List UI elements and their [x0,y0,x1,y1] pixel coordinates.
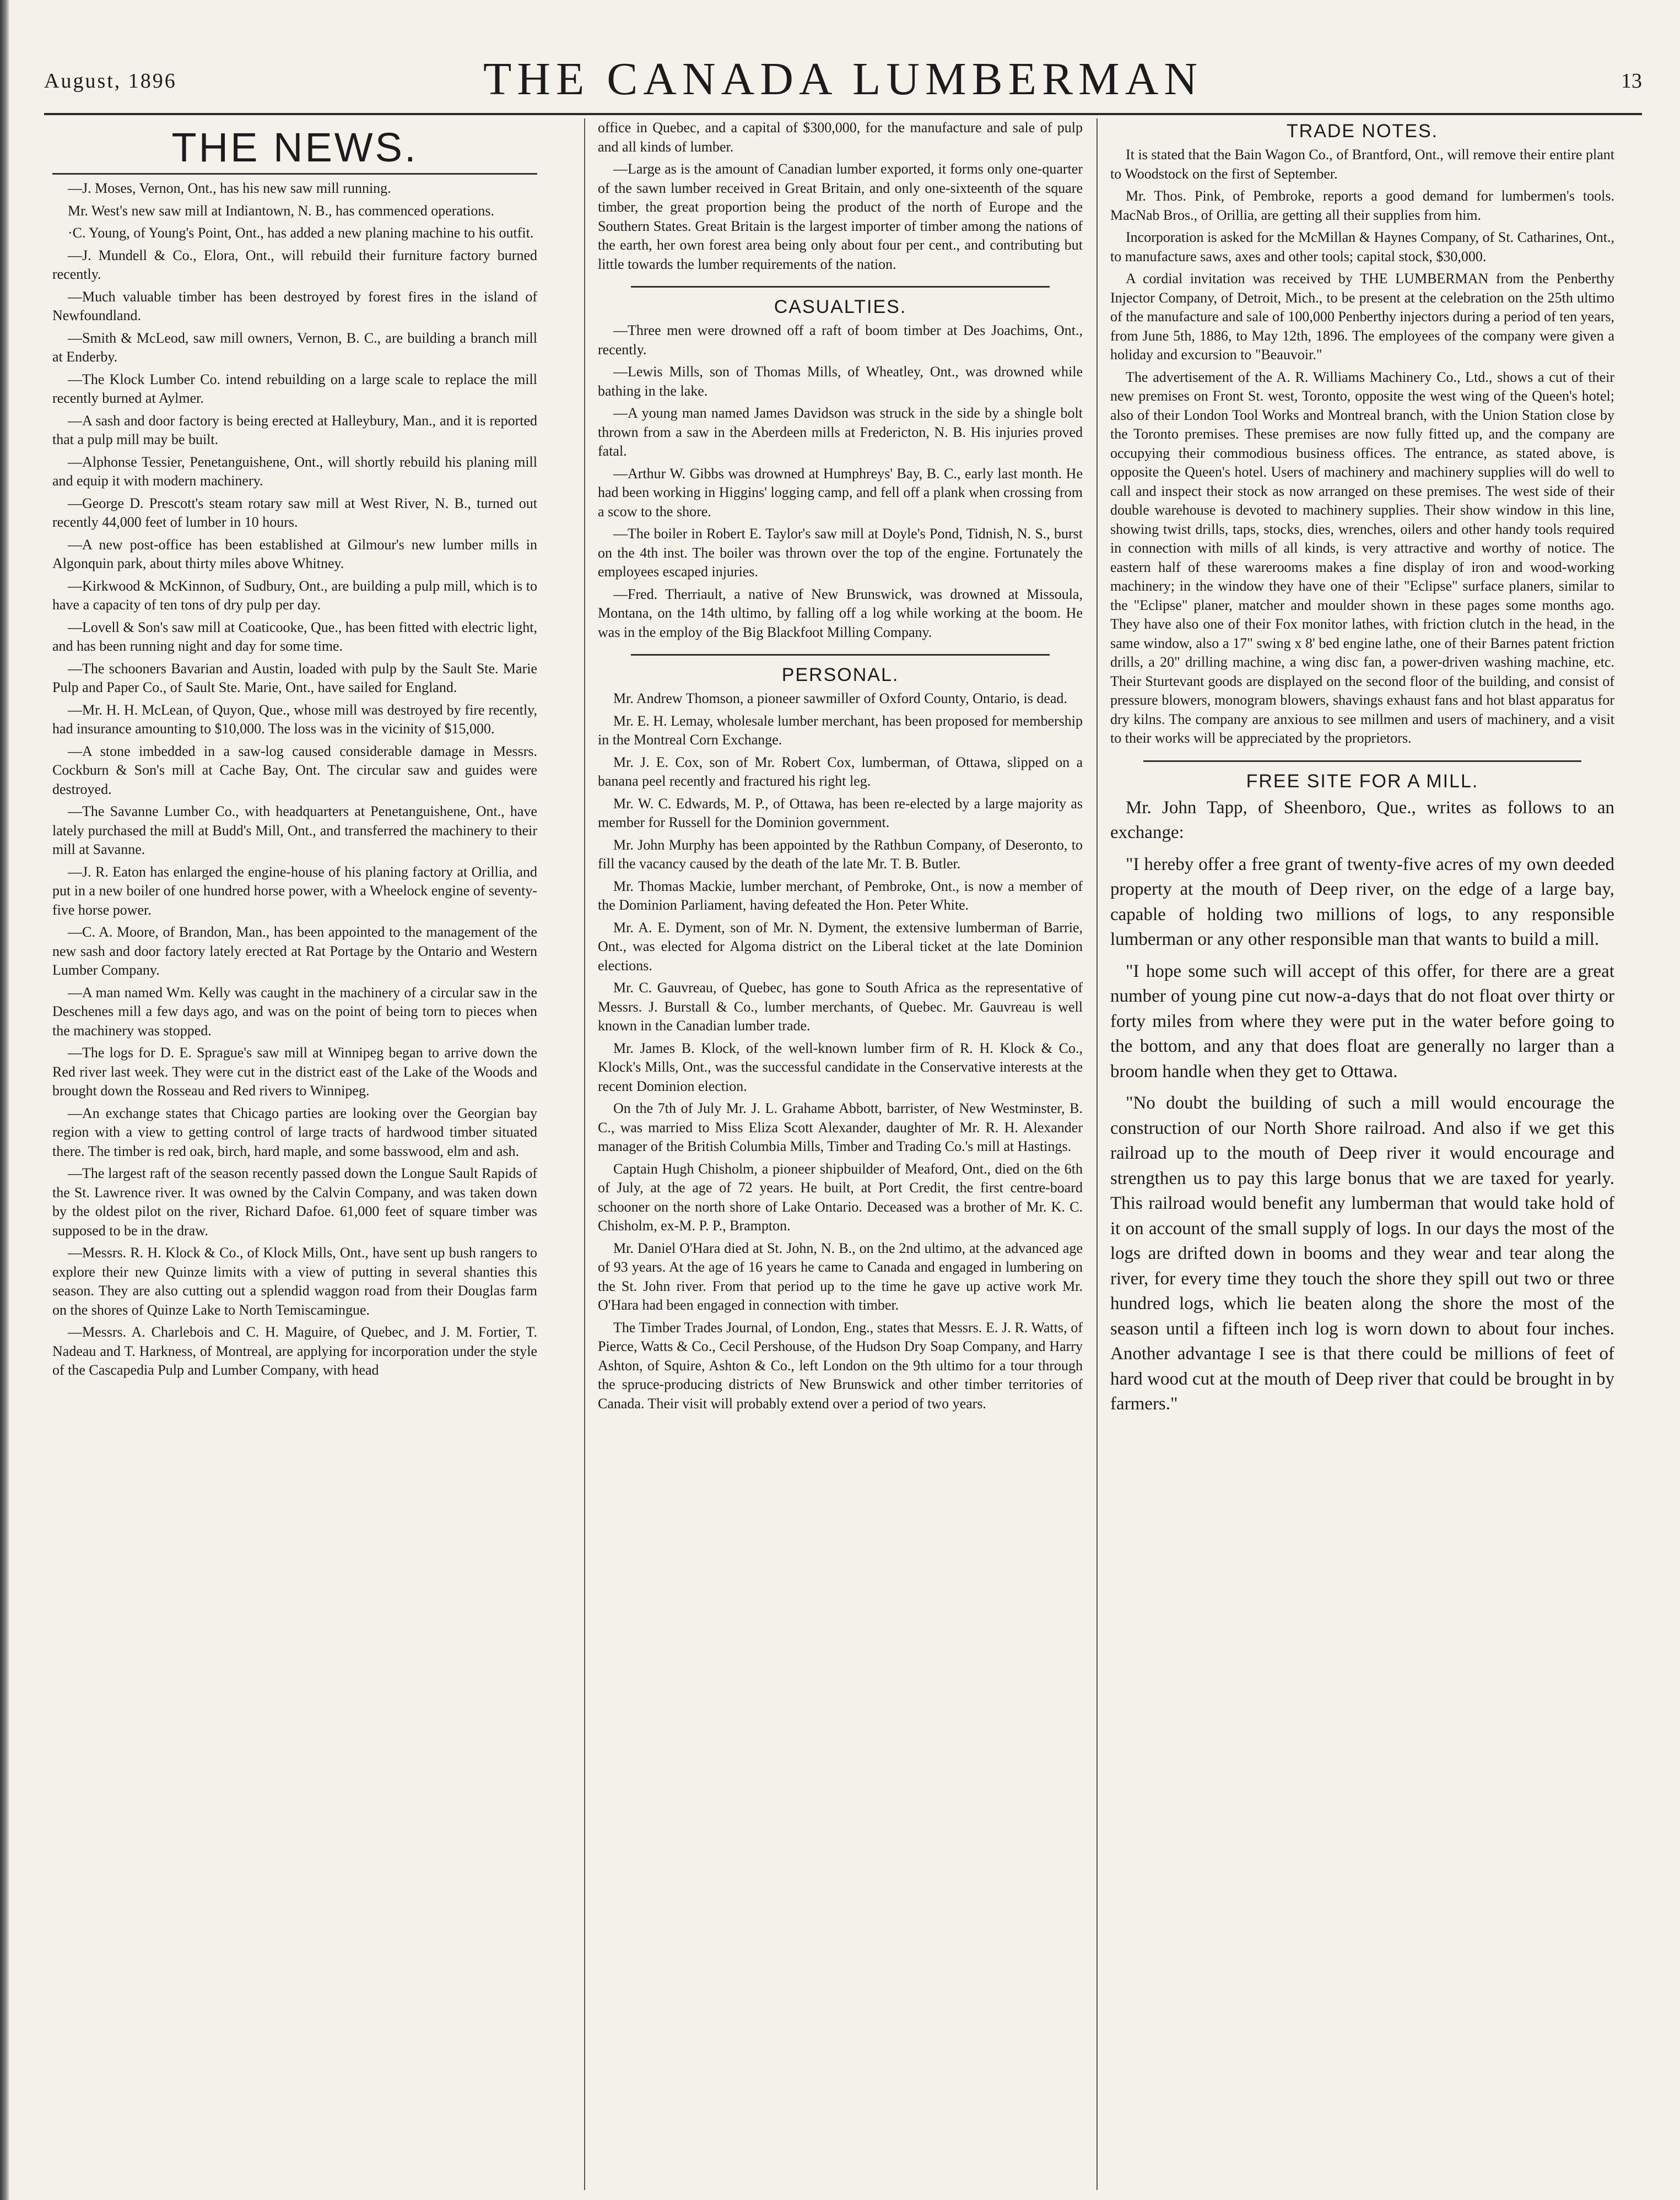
news-item: —An exchange states that Chicago parties are looking over the Georgian bay region with a view to getting control of large tracts of hardwood timber situated there. The timber is red oak, birch, hard maple, and some basswood, elm and ash. [52,1105,537,1159]
news-item: —J. Mundell & Co., Elora, Ont., will rebuild their furniture factory burned recently. [52,247,537,282]
news-item: —The Savanne Lumber Co., with headquarters at Penetanguishene, Ont., have lately purchased the mill at Budd's Mill, Ont., and transferred the machinery to their mill at Savanne. [52,803,537,857]
news-item: —A stone imbedded in a saw-log caused considerable damage in Messrs. Cockburn & Son's mill at Cache Bay, Ont. The circular saw and guides were destroyed. [52,743,537,797]
section-heading-casualties: CASUALTIES. [774,296,907,317]
news-item: —C. A. Moore, of Brandon, Man., has been appointed to the management of the new sash and door factory lately erected at Rat Portage by the Ontario and Western Lumber Company. [52,924,537,978]
free-site-paragraph: Mr. John Tapp, of Sheenboro, Que., writes as follows to an exchange: [1110,797,1614,842]
free-site-paragraph: "I hope some such will accept of this offer, for there are a great number of young pine cut now-a-days that do not float over thirty or forty miles from where they were put in the water before going to the bottom, and any that does float are generally no larger than a broom handle when they get to Ottawa. [1110,961,1614,1082]
news-item: —Mr. H. H. McLean, of Quyon, Que., whose mill was destroyed by fire recently, had insurance amounting to $10,000. The loss was in the vicinity of $15,000. [52,701,537,737]
casualty-item: —Lewis Mills, son of Thomas Mills, of Wheatley, Ont., was drowned while bathing in the lake. [598,364,1083,399]
news-item: —The schooners Bavarian and Austin, loaded with pulp by the Sault Ste. Marie Pulp and Paper Co., of Sault Ste. Marie, Ont., have sailed for England. [52,660,537,695]
column-middle [598,118,1083,1417]
news-item: —George D. Prescott's steam rotary saw mill at West River, N. B., turned out recently 44,000 feet of lumber in 10 hours. [52,495,537,530]
news-item: —A new post-office has been established at Gilmour's new lumber mills in Algonquin park, about thirty miles above Whitney. [52,536,537,571]
personal-item: Mr. Andrew Thomson, a pioneer sawmiller of Oxford County, Ontario, is dead. [613,690,1067,706]
news-item: —J. Moses, Vernon, Ont., has his new saw mill running. [68,180,391,196]
personal-item: Mr. J. E. Cox, son of Mr. Robert Cox, lumberman, of Ottawa, slipped on a banana peel recently and fractured his right leg. [598,754,1083,789]
personal-item: Mr. C. Gauvreau, of Quebec, has gone to South Africa as the representative of Messrs. J. Burstall & Co., lumber merchants, of Quebec. Mr. Gauvreau is well known in the Canadian lumber trade. [598,980,1083,1034]
news-item: Mr. West's new saw mill at Indiantown, N. B., has commenced operations. [68,202,495,219]
section-heading-personal: PERSONAL. [781,664,899,685]
news-item: —J. R. Eaton has enlarged the engine-house of his planing factory at Orillia, and put in a new boiler of one hundred horse power, with a Wheelock engine of seventy-five horse power. [52,863,537,918]
news-item: —The logs for D. E. Sprague's saw mill at Winnipeg began to arrive down the Red river last week. They were cut in the district east of the Lake of the Woods and brought down the Rosseau and Red rivers to Winnipeg. [52,1045,537,1099]
column-news [52,118,537,1383]
masthead-rule [44,113,1642,115]
section-rule [1143,760,1581,762]
free-site-article [1110,796,1614,1417]
masthead [44,52,1642,118]
section-heading-trade-notes: TRADE NOTES. [1286,121,1439,142]
news-item: —Smith & McLeod, saw mill owners, Vernon, B. C., are building a branch mill at Enderby. [52,329,537,365]
binding-edge [0,0,10,2200]
news-item: ·C. Young, of Young's Point, Ont., has added a new planing machine to his outfit. [68,225,534,241]
publication-title: THE CANADA LUMBERMAN [483,53,1203,105]
trade-note-item: The advertisement of the A. R. Williams Machinery Co., Ltd., shows a cut of their new premises on Front St. west, Toronto, opposite the west wing of the Queen's hotel; also of their London Tool Works and Montreal branch, with the Union Station close by the Toronto premises. These premises are now fully fitted up, and the company are occupying their commodious business offices. The entrance, as stated above, is opposite the Queen's hotel. Users of machinery and machinery supplies will do well to call and inspect their stock as now arranged on these premises. The west side of their double warehouse is devoted to machinery supplies. Their show window in this line, showing twist drills, taps, stocks, dies, wrenches, oilers and other handy tools required in connection with mills of all kinds, is very attractive and worthy of notice. The eastern half of these warerooms makes a fine display of iron and wood-working machinery; in the window they have one of their "Eclipse" surface planers, similar to the "Eclipse" planer, matcher and moulder shown in these pages some months ago. They have also one of their Fox monitor lathes, with friction clutch in the head, in the same window, also a 17" swing x 8' bed engine lathe, one of their Barnes patent friction drills, a 20" drilling machine, a wing disc fan, a power-driven washing machine, etc. Their Sturtevant goods are displayed on the second floor of the building, and consist of pressure blowers, monogram blowers, shavings exhaust fans and hot blast apparatus for dry kilns. The company are anxious to see millmen and users of machinery, and a visit to their works will be appreciated by the proprietors. [1110,369,1614,746]
news-item: —Alphonse Tessier, Penetanguishene, Ont., will shortly rebuild his planing mill and equip it with modern machinery. [52,453,537,489]
news-item: —A sash and door factory is being erected at Halleybury, Man., and it is reported that a pulp mill may be built. [52,412,537,447]
casualty-item: —A young man named James Davidson was struck in the side by a shingle bolt thrown from a saw in the Aberdeen mills at Fredericton, N. B. His injuries proved fatal. [598,405,1083,459]
section-heading-free-site: FREE SITE FOR A MILL. [1246,770,1479,792]
personal-item: Mr. James B. Klock, of the well-known lumber firm of R. H. Klock & Co., Klock's Mills, Ont., was the successful candidate in the Conservative interests at the recent Dominion election. [598,1040,1083,1094]
trade-note-item: Mr. Thos. Pink, of Pembroke, reports a good demand for lumbermen's tools. MacNab Bros., of Orillia, are getting all their supplies from him. [1110,188,1614,223]
news-item: —Much valuable timber has been destroyed by forest fires in the island of Newfoundland. [52,288,537,323]
news-items [52,179,537,1380]
free-site-paragraph: "No doubt the building of such a mill would encourage the construction of our North Shore railroad. And also if we get this railroad up to the mouth of Deep river it would encourage and strengthen us to pay this large bonus that we are taxed for yearly. This railroad would benefit any lumberman that would take hold of it on account of the small supply of logs. In our days the most of the logs are drifted down in booms and they wear and tear along the river, for every time they touch the shore they spill out two or three hundred logs, which lie beaten along the shore the most of the season until a fifteen inch log is worn down to about four inches. Another advantage I see is that there could be millions of feet of hard wood cut at the mouth of Deep river that could be brought in by farmers." [1110,1093,1614,1414]
casualty-item: —The boiler in Robert E. Taylor's saw mill at Doyle's Pond, Tidnish, N. S., burst on the 4th inst. The boiler was thrown over the top of the engine. Fortunately the employees escaped injuries. [598,526,1083,580]
personal-item: Mr. A. E. Dyment, son of Mr. N. Dyment, the extensive lumberman of Barrie, Ont., was elected for Algoma district on the Liberal ticket at the late Dominion elections. [598,919,1083,974]
news-item: —Messrs. R. H. Klock & Co., of Klock Mills, Ont., have sent up bush rangers to explore their new Quinze limits with a view of putting in several shanties this season. They are also cutting out a splendid waggon road from their Douglas farm on the shores of Quinze Lake to North Temiscamingue. [52,1245,537,1318]
column-right [1110,118,1614,1424]
casualty-item: —Arthur W. Gibbs was drowned at Humphreys' Bay, B. C., early last month. He had been working in Higgins' logging camp, and fell off a plank when crossing from a scow to the shore. [598,465,1083,520]
personal-item: Mr. E. H. Lemay, wholesale lumber merchant, has been proposed for membership in the Montreal Corn Exchange. [598,712,1083,748]
personal-item: Mr. W. C. Edwards, M. P., of Ottawa, has been re-elected by a large majority as member for Russell for the Dominion government. [598,795,1083,830]
issue-date: August, 1896 [44,69,177,93]
personal-item: Mr. Thomas Mackie, lumber merchant, of Pembroke, Ont., is now a member of the Dominion Parliament, having defeated the Hon. Peter White. [598,878,1083,913]
section-rule [631,286,1050,288]
news-item: —Large as is the amount of Canadian lumber exported, it forms only one-quarter of the sawn lumber received in Great Britain, and only one-sixteenth of the square timber, the great proportion being the product of the north of Europe and the Southern States. Great Britain is the largest importer of timber among the nations of the earth, her own forest area being only about four per cent., and contributing but little towards the lumber requirements of the nation. [598,161,1083,272]
trade-note-item: It is stated that the Bain Wagon Co., of Brantford, Ont., will remove their entire plant to Woodstock on the first of September. [1110,147,1614,182]
personal-item: Mr. John Murphy has been appointed by the Rathbun Company, of Deseronto, to fill the vacancy caused by the death of the late Mr. T. B. Butler. [598,836,1083,872]
news-item: —A man named Wm. Kelly was caught in the machinery of a circular saw in the Deschenes mill a few days ago, and was on the point of being torn to pieces when the machinery was stopped. [52,984,537,1039]
casualty-item: —Fred. Therriault, a native of New Brunswick, was drowned at Missoula, Montana, on the 14th ultimo, by falling off a log while working at the boom. He was in the employ of the Big Blackfoot Milling Company. [598,586,1083,640]
free-site-paragraph: "I hereby offer a free grant of twenty-five acres of my own deeded property at the mouth of Deep river, on the edge of a large bay, capable of holding two millions of logs, to any responsible lumberman or any other responsible man that wants to build a mill. [1110,854,1614,949]
column-divider [584,118,585,2190]
personal-item: Mr. Daniel O'Hara died at St. John, N. B., on the 2nd ultimo, at the advanced age of 93 years. At the age of 16 years he came to Canada and engaged in lumbering on the St. John river. From that period up to the time he gave up active work Mr. O'Hara had been engaged in connection with timber. [598,1240,1083,1313]
news-item: —The Klock Lumber Co. intend rebuilding on a large scale to replace the mill recently burned at Aylmer. [52,371,537,406]
section-rule [631,654,1050,656]
section-heading-news: THE NEWS. [52,124,537,175]
trade-note-item: Incorporation is asked for the McMillan & Haynes Company, of St. Catharines, Ont., to manufacture saws, axes and other tools; capital stock, $30,000. [1110,229,1614,264]
personal-item: Captain Hugh Chisholm, a pioneer shipbuilder of Meaford, Ont., died on the 6th of July, at the age of 72 years. He built, at Port Credit, the first centre-board schooner on the north shore of Lake Ontario. Deceased was a brother of Mr. K. C. Chisholm, ex-M. P. P., Brampton. [598,1160,1083,1234]
trade-note-item: A cordial invitation was received by THE LUMBERMAN from the Penberthy Injector Company, of Detroit, Mich., to be present at the celebration on the 25th ultimo of the manufacture and sale of 100,000 Penberthy injectors during a period of ten years, from June 5th, 1886, to May 12th, 1896. The employees of the company were given a holiday and excursion to "Beauvoir." [1110,271,1614,363]
casualty-item: —Three men were drowned off a raft of boom timber at Des Joachims, Ont., recently. [598,322,1083,358]
news-item: —Lovell & Son's saw mill at Coaticooke, Que., has been fitted with electric light, and has been running night and day for some time. [52,619,537,654]
column-divider [1096,118,1098,2190]
news-item: —Messrs. A. Charlebois and C. H. Maguire, of Quebec, and J. M. Fortier, T. Nadeau and T. Harkness, of Montreal, are applying for incorporation under the style of the Cascapedia Pulp and Lumber Company, with head [52,1324,537,1378]
page-number: 13 [1621,69,1642,93]
news-item: —The largest raft of the season recently passed down the Longue Sault Rapids of the St. Lawrence river. It was owned by the Calvin Company, and was taken down by the oldest pilot on the river, Richard Dafoe. 61,000 feet of square timber was supposed to be in the draw. [52,1165,537,1239]
personal-item: On the 7th of July Mr. J. L. Grahame Abbott, barrister, of New Westminster, B. C., was married to Miss Eliza Scott Alexander, daughter of Mr. R. H. Alexander manager of the British Columbia Mills, Timber and Trading Co.'s mill at Hastings. [598,1100,1083,1154]
personal-item: The Timber Trades Journal, of London, Eng., states that Messrs. E. J. R. Watts, of Pierce, Watts & Co., Cecil Pershouse, of the Hudson Dry Soap Company, and Harry Ashton, of Squire, Ashton & Co., left London on the 9th ultimo for a tour through the spruce-producing districts of New Brunswick and other timber territories of Canada. Their visit will probably extend over a period of two years. [598,1319,1083,1412]
news-item-continued: office in Quebec, and a capital of $300,000, for the manufacture and sale of pulp and all kinds of lumber. [598,120,1083,155]
news-item: —Kirkwood & McKinnon, of Sudbury, Ont., are building a pulp mill, which is to have a capacity of ten tons of dry pulp per day. [52,577,537,613]
